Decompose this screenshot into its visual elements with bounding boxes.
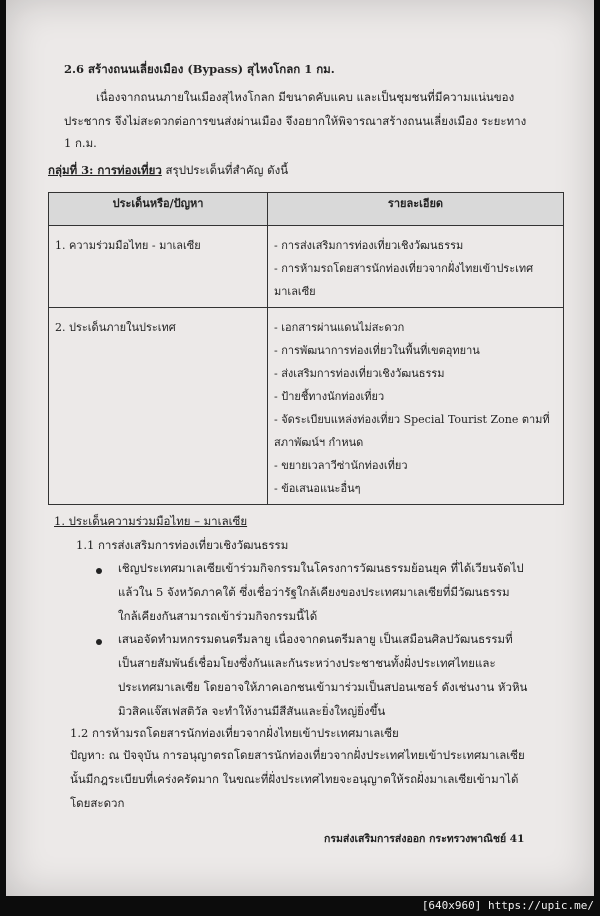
detail-item: สภาพัฒน์ฯ กำหนด (274, 436, 364, 449)
detail-item: - เอกสารผ่านแดนไม่สะดวก (274, 321, 405, 334)
document-page (6, 0, 594, 896)
group-3-heading (48, 163, 288, 178)
table-cell-details (268, 226, 564, 308)
detail-item: - ข้อเสนอแนะอื่นๆ (274, 482, 361, 495)
table-header-details: รายละเอียด (268, 193, 564, 226)
table-row (49, 226, 564, 308)
bullet-1-line: เชิญประเทศมาเลเซียเข้าร่วมกิจกรรมในโครงการวัฒนธรรมย้อนยุค ที่ได้เวียนจัดไป (118, 561, 524, 575)
page-footer: กรมส่งเสริมการส่งออก กระทรวงพาณิชย์ 41 (324, 833, 525, 845)
problem-line: นั้นมีกฎระเบียบที่เคร่งครัดมาก ในขณะที่ฝั่งประเทศไทยจะอนุญาตให้รถฝั่งมาเลเซียเข้ามาได้ (70, 772, 519, 786)
group-3-label: กลุ่มที่ 3: การท่องเที่ยว (48, 163, 162, 177)
section-2-6-para-line: 1 ก.ม. (64, 136, 97, 150)
section-2-6-para-line: ประชากร จึงไม่สะดวกต่อการขนส่งผ่านเมือง จึงอยากให้พิจารณาสร้างถนนเลี่ยงเมือง ระยะทาง (64, 114, 527, 128)
detail-item: - ขยายเวลาวีซ่านักท่องเที่ยว (274, 459, 408, 472)
section-2-6-heading: 2.6 สร้างถนนเลี่ยงเมือง (Bypass) สุไหงโกลก 1 กม. (64, 62, 335, 76)
detail-item: มาเลเซีย (274, 285, 316, 298)
subsection-1-1-heading: 1.1 การส่งเสริมการท่องเที่ยวเชิงวัฒนธรรม (76, 538, 289, 552)
table-header-row (49, 193, 564, 226)
detail-item: - การส่งเสริมการท่องเที่ยวเชิงวัฒนธรรม (274, 239, 464, 252)
watermark-bar (0, 896, 600, 916)
detail-item: - การห้ามรถโดยสารนักท่องเที่ยวจากฝั่งไทยเข้าประเทศ (274, 262, 534, 275)
table-header-issue: ประเด็นหรือ/ปัญหา (49, 193, 268, 226)
bullet-2-line: มิวสิคแจ๊สเฟสติวัล จะทำให้งานมีสีสันและยิ่งใหญ่ยิ่งขึ้น (118, 704, 386, 718)
section-1-heading: 1. ประเด็นความร่วมมือไทย – มาเลเซีย (54, 514, 248, 528)
table-cell-issue: 1. ความร่วมมือไทย - มาเลเซีย (49, 226, 268, 308)
tourism-issues-table (48, 192, 564, 505)
bullet-point-icon (96, 639, 102, 645)
problem-line: โดยสะดวก (70, 796, 125, 810)
table-cell-issue: 2. ประเด็นภายในประเทศ (49, 308, 268, 505)
bullet-point-icon (96, 568, 102, 574)
detail-item: - จัดระเบียบแหล่งท่องเที่ยว Special Tourist Zone ตามที่ (274, 413, 550, 426)
bullet-2-line: เป็นสายสัมพันธ์เชื่อมโยงซึ่งกันและกันระหว่างประชาชนทั้งฝั่งประเทศไทยและ (118, 656, 496, 670)
bullet-1-line: ใกล้เคียงกันสามารถเข้าร่วมกิจกรรมนี้ได้ (118, 609, 318, 623)
bullet-2-line: ประเทศมาเลเซีย โดยอาจให้ภาคเอกชนเข้ามาร่วมเป็นสปอนเซอร์ ดังเช่นงาน หัวหิน (118, 680, 528, 694)
watermark-text: [640x960] https://upic.me/ (421, 899, 594, 912)
table-cell-details (268, 308, 564, 505)
section-2-6-para-line: เนื่องจากถนนภายในเมืองสุไหงโกลก มีขนาดคับแคบ และเป็นชุมชนที่มีความแน่นของ (96, 90, 515, 104)
detail-item: - ส่งเสริมการท่องเที่ยวเชิงวัฒนธรรม (274, 367, 445, 380)
subsection-1-2-heading: 1.2 การห้ามรถโดยสารนักท่องเที่ยวจากฝั่งไทยเข้าประเทศมาเลเซีย (70, 726, 399, 740)
problem-line: ปัญหา: ณ ปัจจุบัน การอนุญาตรถโดยสารนักท่องเที่ยวจากฝั่งประเทศไทยเข้าประเทศมาเลเซีย (70, 748, 525, 762)
bullet-1-line: แล้วใน 5 จังหวัดภาคใต้ ซึ่งเชื่อว่ารัฐใกล้เคียงของประเทศมาเลเซียที่มีวัฒนธรรม (118, 585, 510, 599)
table-row (49, 308, 564, 505)
group-3-suffix: สรุปประเด็นที่สำคัญ ดังนี้ (165, 163, 289, 177)
detail-item: - ป้ายชี้ทางนักท่องเที่ยว (274, 390, 385, 403)
detail-item: - การพัฒนาการท่องเที่ยวในพื้นที่เขตอุทยาน (274, 344, 480, 357)
bullet-2-line: เสนอจัดทำมหกรรมดนตรีมลายู เนื่องจากดนตรีมลายู เป็นเสมือนศิลปวัฒนธรรมที่ (118, 632, 513, 646)
